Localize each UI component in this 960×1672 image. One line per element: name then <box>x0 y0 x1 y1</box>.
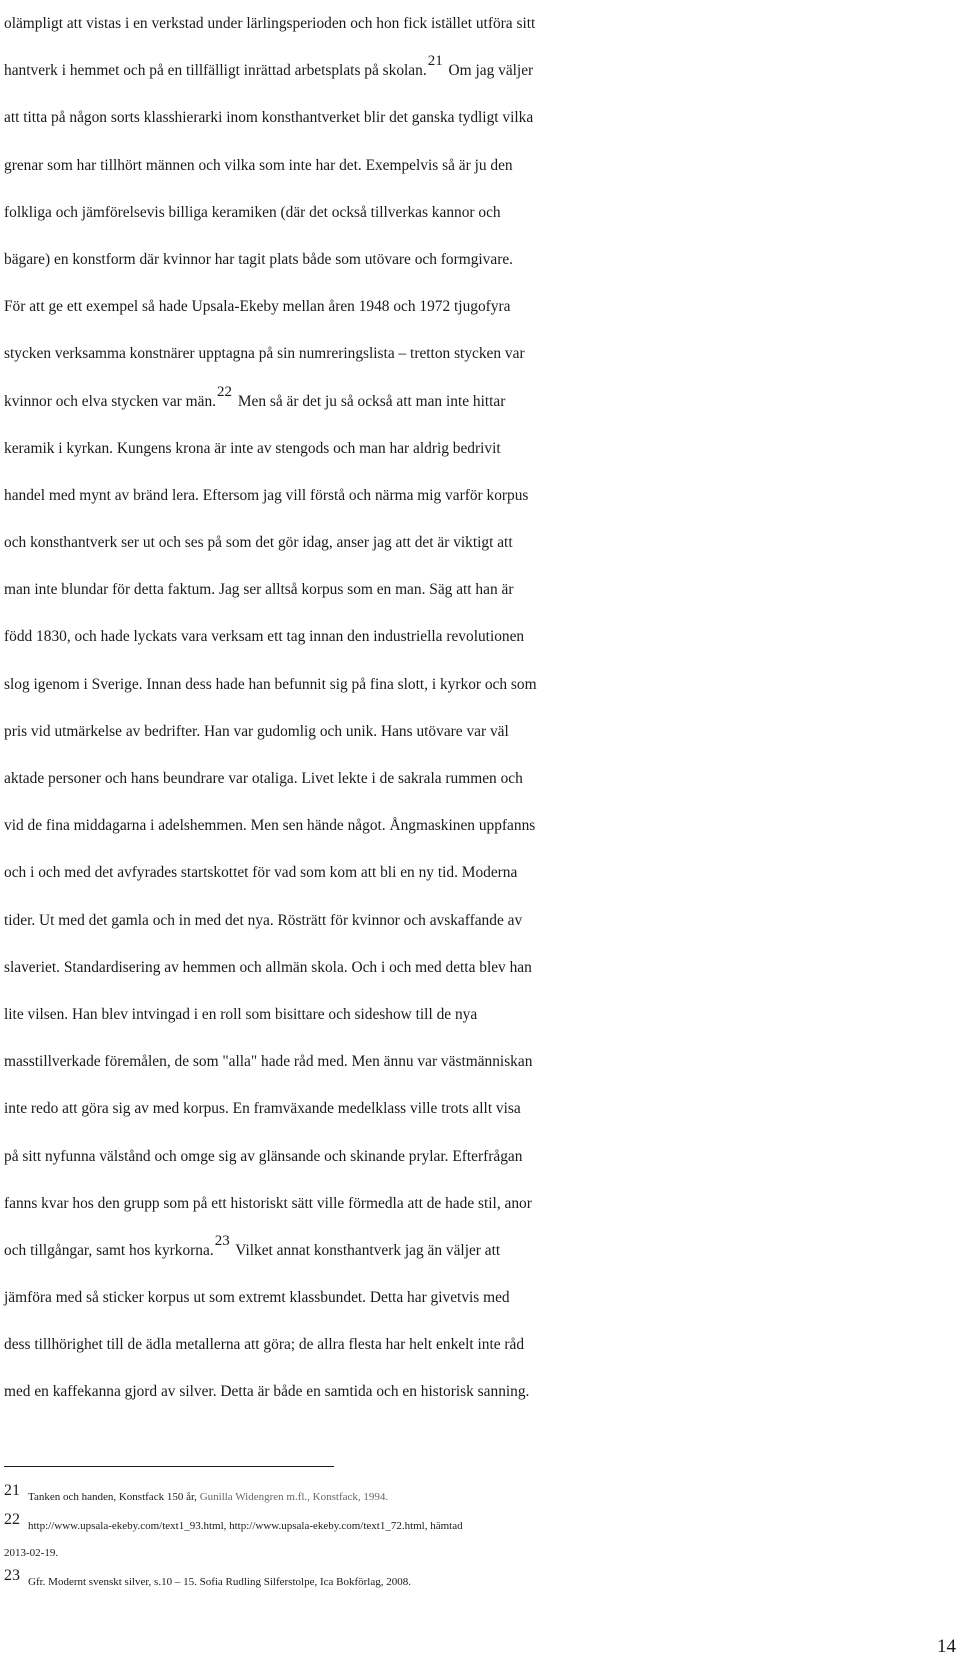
footnote-22-continued: 2013-02-19. <box>4 1547 59 1559</box>
footnote-reference: 23 <box>214 1232 230 1249</box>
text-line: och i och med det avfyrades startskottet för vad som kom att bli en ny tid. Moderna <box>4 864 518 882</box>
text-line: inte redo att göra sig av med korpus. En framväxande medelklass ville trots allt visa <box>4 1100 521 1118</box>
footnote-reference: 22 <box>216 383 232 400</box>
footnote-number: 23 <box>4 1567 20 1584</box>
text-segment: hantverk i hemmet och på en tillfälligt inrättad arbetsplats på skolan. <box>4 62 427 80</box>
text-line: tider. Ut med det gamla och in med det nya. Rösträtt för kvinnor och avskaffande av <box>4 911 523 929</box>
body-text <box>4 0 960 1416</box>
text-line <box>4 1227 960 1274</box>
footnote-23 <box>4 1567 954 1596</box>
text-line <box>4 378 960 425</box>
page-number: 14 <box>937 1636 956 1657</box>
text-line: slaveriet. Standardisering av hemmen och allmän skola. Och i och med detta blev han <box>4 958 532 976</box>
footnote-separator <box>4 1466 334 1467</box>
footnote-text: Gfr. Modernt svenskt silver, s.10 – 15. Sofia Rudling Silferstolpe, Ica Bokförlag, 2008. <box>28 1576 411 1588</box>
text-line: bägare) en konstform där kvinnor har tagit plats både som utövare och formgivare. <box>4 250 514 268</box>
footnotes <box>4 1482 954 1596</box>
text-line: grenar som har tillhört männen och vilka som inte har det. Exempelvis så är ju den <box>4 156 513 174</box>
footnote-text: Tanken och handen, Konstfack 150 år, <box>28 1491 200 1503</box>
text-line: För att ge ett exempel så hade Upsala-Ekeby mellan åren 1948 och 1972 tjugofyra <box>4 298 511 316</box>
text-segment: och tillgångar, samt hos kyrkorna. <box>4 1241 214 1259</box>
text-line <box>4 47 960 94</box>
text-line: keramik i kyrkan. Kungens krona är inte av stengods och man har aldrig bedrivit <box>4 439 501 457</box>
text-line: på sitt nyfunna välstånd och omge sig av glänsande och skinande prylar. Efterfrågan <box>4 1147 523 1165</box>
text-segment: Om jag väljer <box>444 62 534 80</box>
text-line: lite vilsen. Han blev intvingad i en roll som bisittare och sideshow till de nya <box>4 1005 478 1023</box>
footnote-22 <box>4 1511 954 1540</box>
text-line: handel med mynt av bränd lera. Eftersom jag vill förstå och närma mig varför korpus <box>4 486 529 504</box>
text-segment: kvinnor och elva stycken var män. <box>4 392 216 410</box>
text-line: dess tillhörighet till de ädla metallerna att göra; de allra flesta har helt enkelt inte råd <box>4 1336 525 1354</box>
text-line: vid de fina middagarna i adelshemmen. Men sen hände något. Ångmaskinen uppfanns <box>4 817 536 835</box>
text-line: slog igenom i Sverige. Innan dess hade han befunnit sig på fina slott, i kyrkor och som <box>4 675 537 693</box>
text-line: aktade personer och hans beundrare var otaliga. Livet lekte i de sakrala rummen och <box>4 770 523 787</box>
text-line: och konsthantverk ser ut och ses på som det gör idag, anser jag att det är viktigt att <box>4 534 513 552</box>
text-line: man inte blundar för detta faktum. Jag ser alltså korpus som en man. Säg att han är <box>4 581 514 599</box>
footnote-number: 22 <box>4 1511 20 1528</box>
text-line: född 1830, och hade lyckats vara verksam ett tag innan den industriella revolutionen <box>4 628 525 646</box>
footnote-number: 21 <box>4 1482 20 1499</box>
footnote-21 <box>4 1482 954 1511</box>
footnote-text-author: Gunilla Widengren m.fl., Konstfack, 1994. <box>199 1491 389 1503</box>
footnote-reference: 21 <box>427 53 443 70</box>
text-segment: Vilket annat konsthantverk jag än väljer att <box>231 1241 501 1259</box>
text-line: folkliga och jämförelsevis billiga keramiken (där det också tillverkas kannor och <box>4 203 501 221</box>
text-line: pris vid utmärkelse av bedrifter. Han var gudomlig och unik. Hans utövare var väl <box>4 722 509 740</box>
text-line: jämföra med så sticker korpus ut som extremt klassbundet. Detta har givetvis med <box>4 1289 510 1307</box>
footnote-text: http://www.upsala-ekeby.com/text1_93.html, http://www.upsala-ekeby.com/text1_72.html, hämtad <box>28 1520 463 1532</box>
text-line: med en kaffekanna gjord av silver. Detta är både en samtida och en historisk sanning. <box>4 1383 530 1401</box>
text-line: att titta på någon sorts klasshierarki inom konsthantverket blir det ganska tydligt vilka <box>4 109 534 127</box>
text-line: masstillverkade föremålen, de som "alla" hade råd med. Men ännu var västmänniskan <box>4 1053 533 1071</box>
text-segment: Men så är det ju så också att man inte hittar <box>233 392 506 410</box>
text-line: olämpligt att vistas i en verkstad under lärlingsperioden och hon fick istället utföra sitt <box>4 15 536 32</box>
text-line: stycken verksamma konstnärer upptagna på sin numreringslista – tretton stycken var <box>4 345 525 363</box>
text-line: fanns kvar hos den grupp som på ett historiskt sätt ville förmedla att de hade stil, anor <box>4 1194 532 1212</box>
